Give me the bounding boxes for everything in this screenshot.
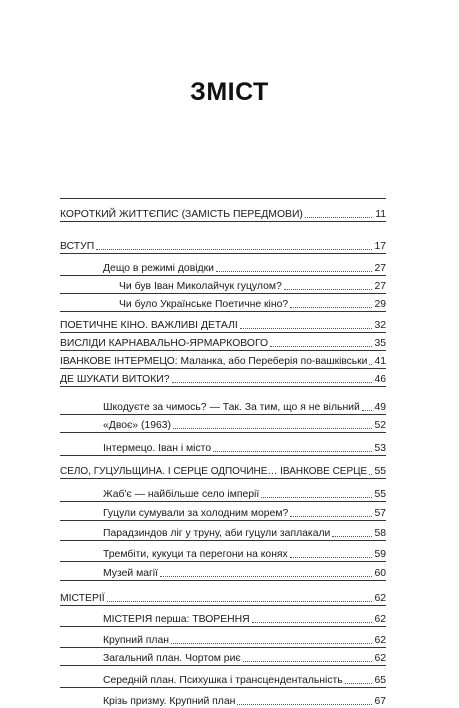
dot-leader xyxy=(345,682,372,684)
toc-entry xyxy=(60,275,386,293)
toc-entry-page: 65 xyxy=(374,675,386,686)
toc-entry-page: 55 xyxy=(374,466,386,477)
dot-leader xyxy=(216,270,372,272)
toc-entry xyxy=(60,253,386,275)
toc-entry-title: Інтермецо. Іван і місто xyxy=(103,443,212,454)
toc-entry-title: Середній план. Психушка і трансцендентальність xyxy=(103,675,343,686)
dot-leader xyxy=(290,515,372,517)
toc-entry-page: 53 xyxy=(374,443,386,454)
dot-leader xyxy=(213,450,372,452)
toc-entry-page: 49 xyxy=(374,402,386,413)
toc-entry xyxy=(60,647,386,665)
dot-leader xyxy=(107,600,372,602)
dot-leader xyxy=(172,381,372,383)
toc-entry-title: МІСТЕРІЇ xyxy=(60,593,105,604)
dot-leader xyxy=(305,216,372,218)
dot-leader xyxy=(96,248,372,250)
toc-entry-page: 27 xyxy=(374,281,386,292)
toc-entry-page: 35 xyxy=(374,338,386,349)
toc-entry-title: Гуцули сумували за холодним морем? xyxy=(103,508,289,519)
toc-entry xyxy=(60,386,386,414)
toc-entry-page: 32 xyxy=(374,320,386,331)
toc-entry-page: 62 xyxy=(374,614,386,625)
toc-entry-page: 67 xyxy=(374,696,386,707)
dot-leader xyxy=(369,363,372,365)
toc-entry-title: ВИСЛІДИ КАРНАВАЛЬНО-ЯРМАРКОВОГО xyxy=(60,338,269,349)
dot-leader xyxy=(252,621,372,623)
toc-entry-title: КОРОТКИЙ ЖИТТЄПИС (ЗАМІСТЬ ПЕРЕДМОВИ) xyxy=(60,209,303,220)
toc-entry-title: СЕЛО, ГУЦУЛЬЩИНА. І СЕРЦЕ ОДПОЧИНЕ… ІВАНКОВЕ СЕРЦЕ xyxy=(60,466,368,477)
toc-entry-page: 62 xyxy=(374,635,386,646)
toc-entry xyxy=(60,540,386,561)
toc-entry-title: Шкодуєте за чимось? — Так. За тим, що я не вільний xyxy=(103,402,360,413)
dot-leader xyxy=(240,327,372,329)
toc-entry-page: 29 xyxy=(374,299,386,310)
dot-leader xyxy=(332,535,372,537)
toc-entry-title: Загальний план. Чортом риє xyxy=(103,653,241,664)
toc-entry-title: Чи був Іван Миколайчук гуцулом? xyxy=(119,281,282,292)
toc-entry xyxy=(60,687,386,708)
toc-entry xyxy=(60,368,386,386)
toc-entry xyxy=(60,221,386,253)
toc-entry-title: Чи було Українське Поетичне кіно? xyxy=(119,299,289,310)
dot-leader xyxy=(284,288,372,290)
toc-entry xyxy=(60,580,386,605)
dot-leader xyxy=(362,409,372,411)
toc-entry xyxy=(60,293,386,311)
toc-entry xyxy=(60,332,386,350)
toc-entry xyxy=(60,626,386,647)
toc-entry-title: ВСТУП xyxy=(60,241,95,252)
toc-entry xyxy=(60,455,386,478)
toc-entry-page: 46 xyxy=(374,374,386,385)
dot-leader xyxy=(270,345,372,347)
toc-entry-title: Крізь призму. Крупний план xyxy=(103,696,236,707)
toc-entry xyxy=(60,478,386,501)
toc-entry xyxy=(60,311,386,332)
toc-entry xyxy=(60,414,386,432)
toc-entry xyxy=(60,520,386,540)
toc-entry-title: Крупний план xyxy=(103,635,169,646)
dot-leader xyxy=(173,427,372,429)
toc-entry-title: Трембіти, кукуци та перегони на конях xyxy=(103,549,288,560)
toc-entry xyxy=(60,605,386,626)
toc-entry xyxy=(60,432,386,455)
toc-entry xyxy=(60,350,386,368)
dot-leader xyxy=(261,496,372,498)
toc-entry-title: ПОЕТИЧНЕ КІНО. ВАЖЛИВІ ДЕТАЛІ xyxy=(60,320,238,331)
toc-entry-title: ДЕ ШУКАТИ ВИТОКИ? xyxy=(60,374,170,385)
toc-entry-title: Парадзиндов ліг у труну, аби гуцули заплакали xyxy=(103,528,331,539)
dot-leader xyxy=(369,473,372,475)
toc-entry xyxy=(60,561,386,580)
dot-leader xyxy=(290,556,372,558)
toc-entry-page: 59 xyxy=(374,549,386,560)
toc-entry-title: ІВАНКОВЕ ІНТЕРМЕЦО: Маланка, або Переберія по-вашківськи xyxy=(60,356,368,367)
toc-entry xyxy=(60,198,386,221)
toc-entry xyxy=(60,665,386,687)
toc-entry-page: 17 xyxy=(374,241,386,252)
dot-leader xyxy=(290,306,372,308)
page-title: ЗМІСТ xyxy=(190,78,269,106)
toc-entry-page: 57 xyxy=(374,508,386,519)
toc-entry-page: 62 xyxy=(374,653,386,664)
toc-entry-page: 55 xyxy=(374,489,386,500)
dot-leader xyxy=(160,575,372,577)
toc-entry-page: 58 xyxy=(374,528,386,539)
toc-entry-page: 62 xyxy=(374,593,386,604)
toc-entry-page: 52 xyxy=(374,420,386,431)
toc-entry-page: 41 xyxy=(374,356,386,367)
dot-leader xyxy=(171,642,372,644)
toc-entry-title: Дещо в режимі довідки xyxy=(103,263,214,274)
toc-entry-title: Музей магії xyxy=(103,568,158,579)
toc-entry-title: Жаб'є — найбільше село імперії xyxy=(103,489,260,500)
dot-leader xyxy=(243,660,372,662)
toc-entry xyxy=(60,501,386,520)
toc-entry-page: 27 xyxy=(374,263,386,274)
dot-leader xyxy=(237,703,372,705)
toc-entry-title: МІСТЕРІЯ перша: ТВОРЕННЯ xyxy=(103,614,250,625)
table-of-contents xyxy=(60,198,386,708)
toc-entry-title: «Двоє» (1963) xyxy=(103,420,172,431)
toc-entry-page: 11 xyxy=(375,209,386,220)
toc-entry-page: 60 xyxy=(374,568,386,579)
